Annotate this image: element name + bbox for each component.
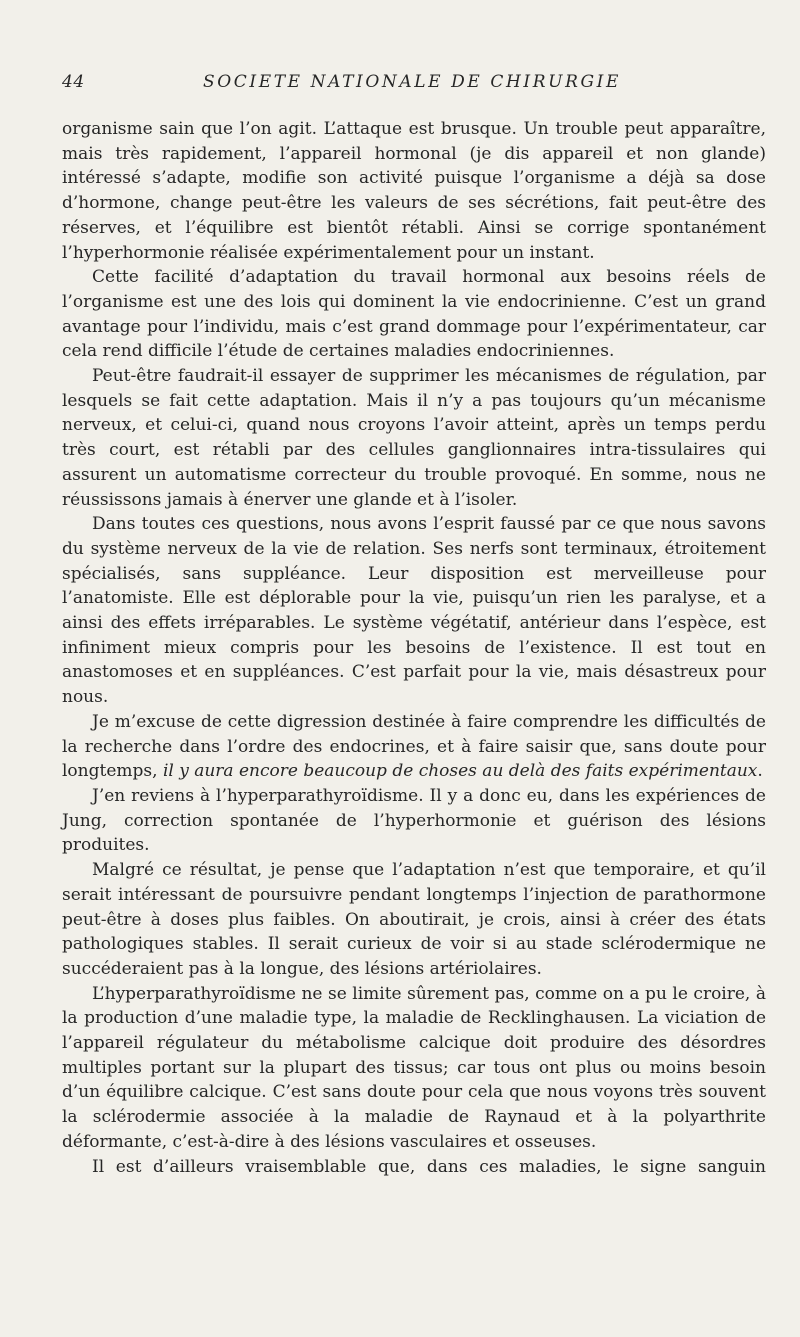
paragraph-9: Il est d’ailleurs vraisemblable que, dans ces maladies, le signe sanguin <box>92 1156 766 1177</box>
paragraph-5-text-after: . <box>757 761 763 782</box>
paragraph-8: L’hyperparathyroïdisme ne se limite sûrement pas, comme on a pu le croire, à la production d’une maladie type, la maladie de Recklinghausen. La viciation de l’appareil régulateur du métabolisme calcique doit produire des désordres multiples portant sur la plupart des tissus; car tous ont plus ou moins besoin d’un équilibre calcique. C’est sans doute pour cela que nous voyons très souvent la sclérodermie associée à la maladie de Raynaud et à la polyarthrite déformante, c’est-à-dire à des lésions vasculaires et osseuses. <box>62 983 766 1152</box>
page-header <box>62 72 762 94</box>
paragraph-5-text-before: Je m’excuse de cette digression destinée à faire comprendre les difficultés de la recherche dans l’ordre des endocrines, et à faire saisir que, sans doute pour longtemps, <box>62 711 766 782</box>
paragraph-5-italic-phrase: il y aura encore beaucoup de choses au delà des faits expérimentaux <box>162 761 758 782</box>
running-title: SOCIETE NATIONALE DE CHIRURGIE <box>203 72 621 92</box>
paragraph-3: Peut-être faudrait-il essayer de supprimer les mécanismes de régulation, par lesquels se fait cette adaptation. Mais il n’y a pas toujours qu’un mécanisme nerveux, et celui-ci, quand nous croyons l’avoir atteint, après un temps perdu très court, est rétabli par des cellules ganglionnaires intra-tissulaires qui assurent un automatisme correcteur du trouble provoqué. En somme, nous ne réussissons jamais à énerver une glande et à l’isoler. <box>62 366 766 510</box>
paragraph-4: Dans toutes ces questions, nous avons l’esprit faussé par ce que nous savons du système nerveux de la vie de relation. Ses nerfs sont terminaux, étroitement spécialisés, sans suppléance. Leur disposition est merveilleuse pour l’anatomiste. Elle est déplorable pour la vie, puisqu’un rien les paralyse, et a ainsi des effets irréparables. Le système végétatif, antérieur dans l’espèce, est infiniment mieux compris pour les besoins de l’existence. Il est tout en anastomoses et en suppléances. C’est parfait pour la vie, mais désastreux pour nous. <box>62 514 766 708</box>
paragraph-5 <box>62 710 766 784</box>
paragraph-1: organisme sain que l’on agit. L’attaque est brusque. Un trouble peut apparaître, mais très rapidement, l’appareil hormonal (je dis appareil et non glande) intéressé s’adapte, modifie son activité puisque l’organisme a déjà sa dose d’hormone, change peut-être les valeurs de ses sécrétions, fait peut-être des réserves, et l’équilibre est bientôt rétabli. Ainsi se corrige spontanément l’hyperhormonie réalisée expérimentalement pour un instant. <box>62 119 766 263</box>
paragraph-7: Malgré ce résultat, je pense que l’adaptation n’est que temporaire, et qu’il serait intéressant de poursuivre pendant longtemps l’injection de parathormone peut-être à doses plus faibles. On aboutirait, je crois, ainsi à créer des états pathologiques stables. Il serait curieux de voir si au stade sclérodermique ne succéderaient pas à la longue, des lésions artériolaires. <box>62 860 766 979</box>
page-number: 44 <box>62 72 85 92</box>
paragraph-2: Cette facilité d’adaptation du travail hormonal aux besoins réels de l’organisme est une des lois qui dominent la vie endocrinienne. C’est un grand avantage pour l’individu, mais c’est grand dommage pour l’expérimentateur, car cela rend difficile l’étude de certaines maladies endocriniennes. <box>62 267 766 362</box>
paragraph-6: J’en reviens à l’hyperparathyroïdisme. Il y a donc eu, dans les expériences de Jung, correction spontanée de l’hyperhormonie et guérison des lésions produites. <box>62 785 766 856</box>
body-text <box>62 117 766 1179</box>
